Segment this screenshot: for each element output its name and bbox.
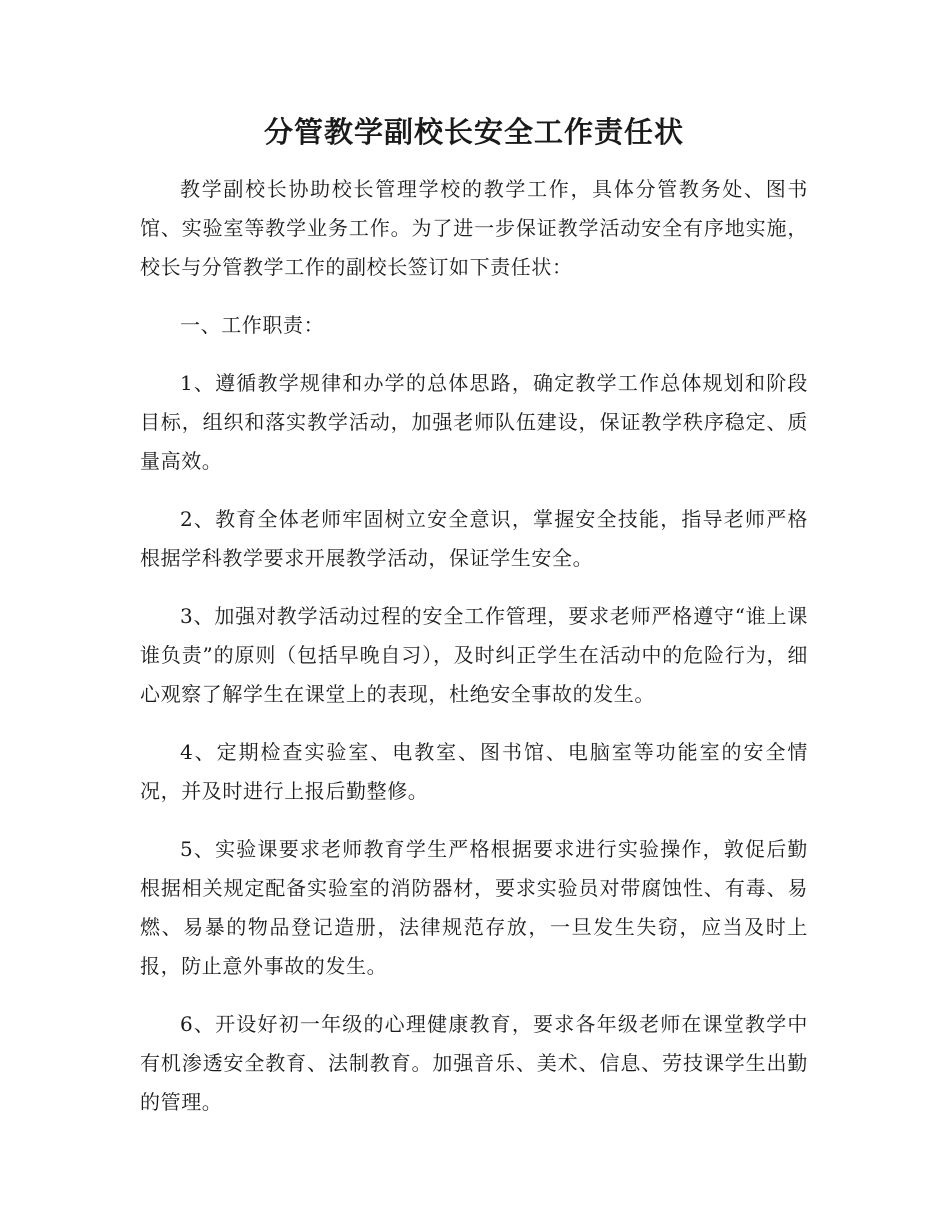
duty-item-5: 5、实验课要求老师教育学生严格根据要求进行实验操作，敦促后勤根据相关规定配备实验室的消防器材，要求实验员对带腐蚀性、有毒、易燃、易暴的物品登记造册，法律规范存放，一旦发生失窃，应当及时上报，防止意外事故的发生。 xyxy=(140,837,808,978)
duty-item-3: 3、加强对教学活动过程的安全工作管理，要求老师严格遵守“谁上课谁负责”的原则（包括早晚自习），及时纠正学生在活动中的危险行为，细心观察了解学生在课堂上的表现，杜绝安全事故的发生。 xyxy=(140,604,808,706)
document-page xyxy=(140,108,808,1141)
duty-item-1: 1、遵循教学规律和办学的总体思路，确定教学工作总体规划和阶段目标，组织和落实教学活动，加强老师队伍建设，保证教学秩序稳定、质量高效。 xyxy=(140,371,808,473)
intro-paragraph: 教学副校长协助校长管理学校的教学工作，具体分管教务处、图书馆、实验室等教学业务工作。为了进一步保证教学活动安全有序地实施，校长与分管教学工作的副校长签订如下责任状： xyxy=(140,177,808,279)
duty-item-2: 2、教育全体老师牢固树立安全意识，掌握安全技能，指导老师严格根据学科教学要求开展教学活动，保证学生安全。 xyxy=(140,507,808,570)
document-title: 分管教学副校长安全工作责任状 xyxy=(263,115,684,149)
duty-item-4: 4、定期检查实验室、电教室、图书馆、电脑室等功能室的安全情况，并及时进行上报后勤整修。 xyxy=(140,740,808,803)
duty-item-6: 6、开设好初一年级的心理健康教育，要求各年级老师在课堂教学中有机渗透安全教育、法制教育。加强音乐、美术、信息、劳技课学生出勤的管理。 xyxy=(140,1012,808,1114)
section-heading: 一、工作职责： xyxy=(180,313,325,337)
